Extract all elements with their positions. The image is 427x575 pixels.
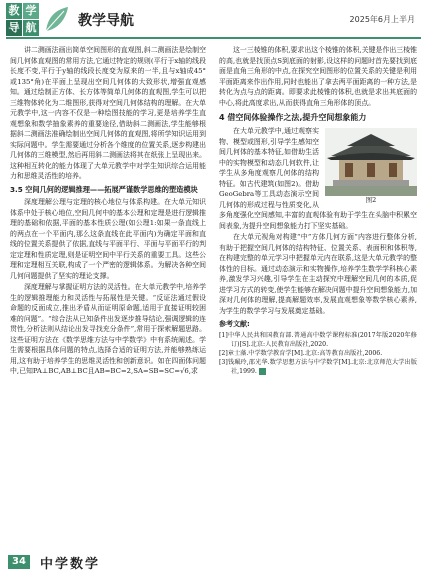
logo-char: 航: [23, 20, 39, 36]
issue-date: 2025年6月上半月: [349, 15, 415, 24]
references-list: [219, 331, 417, 377]
figure-2: [325, 128, 417, 205]
right-column: [219, 45, 417, 377]
reference-text: [3]钱珮玲,邵光华.数学思想方法与中学数学[M].北京:北京师范大学出版社,1999.: [219, 359, 417, 376]
end-mark-icon: [259, 368, 266, 375]
magazine-logo: [6, 3, 72, 37]
paragraph: 深度理解与掌握证明方法的灵活性。在大单元教学中,培养学生的逻辑推理能力和灵活性与拓展性是关键。“反证法通过假设命题的反面成立,推出矛盾从而证明原命题,适用于直接证明较困难的问题”。“综合法从已知条件出发逐步推导结论,强调逻辑的连贯性,分析法则从结论出发寻找充分条件”,常用于探索解题思路。这些证明方法在《数学思维方法与中学数学》中有系统阐述。学生需要根据具体问题的特点,选择合适的证明方法,并能够熟练运用,这有助于培养学生的思维灵活性和创新意识。如在四面体问题中,已知PA⊥BC,AB⊥BC且AB=BC=2,SA=SB=SC=√6,求: [10, 283, 206, 375]
references-title: 参考文献:: [219, 320, 250, 328]
reference-item: [2]章士藻.中学数学教育学[M].北京:高等教育出版社,2006.: [219, 349, 383, 357]
section-title: 教学导航: [78, 13, 134, 29]
logo-char: 学: [23, 3, 39, 19]
section-heading: 4 借空间体验操作之法,提升空间想象能力: [219, 113, 367, 122]
figure-caption: 图2: [365, 196, 377, 204]
header-divider: [6, 37, 421, 39]
logo-char: 教: [6, 3, 22, 19]
section-heading: 3.5 空间几何的逻辑推理——拓展严谨数学思维的塑造模块: [10, 184, 198, 194]
page-footer: [0, 549, 427, 575]
reference-item: [219, 358, 417, 376]
publication-name: 中学数学: [40, 557, 101, 572]
page-number: 34: [8, 555, 30, 569]
paragraph: 深度理解公理与定理的核心地位与体系构建。在大单元知识体系中处于核心地位,空间几何中的基本公理和定理是进行逻辑推理的基础和依据,平面的基本性质公理(如公理1:如果一条直线上的两点在一个平面内,那么这条直线在此平面内)为确定平面和直线的位置关系提供了依据,直线与平面平行、平面与平面平行的判定定理和性质定理,则是证明空间中平行关系的重要工具。这些公理和定理相互关联,构成了一个严密的逻辑体系。为解决各种空间几何问题提供了坚实的理论支撑。: [10, 198, 206, 280]
paragraph: 讲二测画法画出简单空间图形的直观图,斜二测画法是绘制空间几何体直观图的常用方法,它通过特定的规则(平行于x轴的线段长度不变,平行于y轴的线段长度变为原来的一半,且与x轴成45°或135°角)在平面上呈现出空间几何体的大致形状,增强直观感知。通过绘制正方体、长方体等简单几何体的直观图,学生可以把三维物体转化为二维图形,获得对空间几何体结构的理解。在大单元教学中,这一内容不仅是一种绘图技能的学习,更是培养学生直观想象和数学抽象素养的重要途径,借助斜二测画法,学生能够根据斜二测画法准确绘制出空间几何体的直观图,将所学知识运用到实际问题中。学生需要通过分析各个维度的位置关系,逐步构建出几何体的三维模型,然后再用斜二测画法将其在纸张上呈现出来。这种相互转化的能力体现了大单元教学中对学生知识综合运用能力和思维灵活性的培养。: [10, 46, 206, 180]
reference-item: [1]中华人民共和国教育部.普通高中数学课程标准(2017年版2020年修订)[S].北京:人民教育出版社,2020.: [219, 331, 417, 348]
logo-char: 导: [6, 20, 22, 36]
paragraph: 在大单元教学中,通过观察实物、模型或图形,引导学生感知空间几何体的基本特征,如借助生活中的实物模型和动态几何软件,让学生从多角度观察几何体的结构特征。如古代建筑(如图2)。借助GeoGebra等工具动态演示空间几何体的形成过程与性质变化,从多角度强化空间感知,丰富的直观体验有助于学生在头脑中积累空间表象,为提升空间想象能力打下坚实基础。: [219, 127, 417, 230]
ancient-building-illustration: [325, 128, 417, 196]
paragraph: 在大单元视角对构建“中”方体几何方面“内容进行整体分析,有助于把握空间几何体的结构特征、位置关系、表面积和体积等,在构建完整的单元学习中把握单元内在联系,这是大单元教学的整体性的目标。通过动态演示和实物操作,培养学生数学学科核心素养,激发学习兴趣,引导学生在主动探究中理解空间几何的本质,促进学习方式的转变,使学生能够在解决问题中提升空间想象能力,加深对几何体的理解,提高解题效率,发展直观想象等数学核心素养,为学生的数学学习与发展奠定基础。: [219, 233, 417, 315]
left-column: [10, 45, 206, 378]
leaf-icon: [42, 5, 70, 35]
page-header: [0, 0, 427, 40]
paragraph: 这一三棱锥的体积,要求出这个棱锥的体积,关键是作出三棱锥的高,也就是找顶点S到底面的射影,设这样的问题时首先要找到底面是直角三角形的中点,在探究空间图形的位置关系的关键是利用平面距离来作出作用,同时也能出了拿去两平面距离的一种方法,是转化为点与点的距离。即要求此棱锥的体积,也就是求出其底面的中心,将此高度求出,从而获得直角三角形体的顶点。: [219, 46, 417, 107]
